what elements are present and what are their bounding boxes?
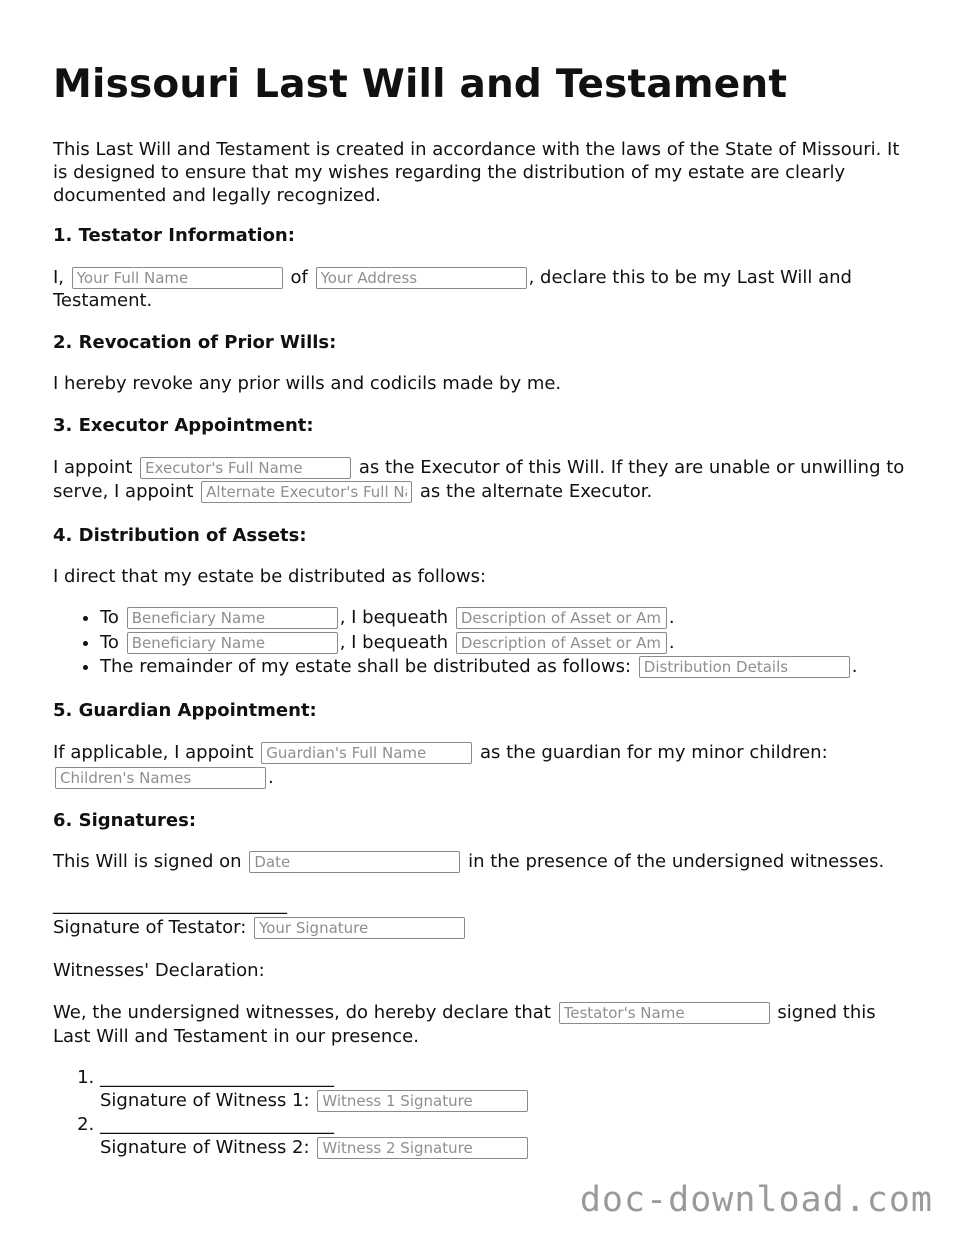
executor-name-input[interactable] bbox=[140, 457, 351, 479]
list-item bbox=[100, 1113, 913, 1159]
text: I appoint bbox=[53, 457, 133, 478]
text: . bbox=[668, 631, 675, 653]
signature-line: __________________________ bbox=[100, 1114, 334, 1135]
witness-2-signature-input[interactable] bbox=[317, 1137, 528, 1159]
executor-paragraph bbox=[53, 456, 913, 504]
text: . bbox=[851, 656, 858, 677]
text: To bbox=[100, 607, 119, 628]
asset-1-input[interactable] bbox=[456, 607, 667, 629]
section-5-heading: 5. Guardian Appointment: bbox=[53, 700, 317, 721]
text: Signature of Witness 1: bbox=[100, 1090, 310, 1111]
signing-date-paragraph bbox=[53, 850, 913, 873]
bequest-list bbox=[53, 606, 913, 680]
text: Signature of Testator: bbox=[53, 917, 247, 938]
testator-signature-block bbox=[53, 893, 913, 939]
text: of bbox=[290, 267, 308, 288]
section-3-heading: 3. Executor Appointment: bbox=[53, 415, 314, 436]
text: as the alternate Executor. bbox=[419, 481, 653, 502]
witness-declaration-paragraph bbox=[53, 1001, 913, 1049]
text: signed this Last Will and Testament in our presence. bbox=[53, 1002, 876, 1047]
watermark: doc-download.com bbox=[579, 1180, 933, 1220]
full-name-input[interactable] bbox=[72, 267, 283, 289]
text: , I bequeath bbox=[339, 631, 449, 653]
address-input[interactable] bbox=[316, 267, 527, 289]
text: , I bequeath bbox=[339, 607, 449, 628]
intro-paragraph: This Last Will and Testament is created in accordance with the laws of the State of Missouri. It is designed to ensure that my wishes regarding the distribution of my estate are clearly documented and legally recognized. bbox=[53, 139, 900, 206]
text: in the presence of the undersigned witnesses. bbox=[468, 851, 885, 872]
witness-1-signature-input[interactable] bbox=[317, 1090, 528, 1112]
section-2-heading: 2. Revocation of Prior Wills: bbox=[53, 332, 337, 353]
witnesses-declaration-title: Witnesses' Declaration: bbox=[53, 960, 265, 981]
asset-2-input[interactable] bbox=[456, 632, 667, 654]
alternate-executor-input[interactable] bbox=[201, 481, 412, 503]
text: . bbox=[268, 767, 274, 788]
text: The remainder of my estate shall be distributed as follows: bbox=[100, 656, 632, 677]
list-item bbox=[100, 606, 913, 631]
guardian-name-input[interactable] bbox=[261, 742, 472, 764]
text: Signature of Witness 2: bbox=[100, 1137, 310, 1158]
text: If applicable, I appoint bbox=[53, 742, 254, 763]
text: We, the undersigned witnesses, do hereby declare that bbox=[53, 1002, 551, 1023]
list-item bbox=[100, 1066, 913, 1112]
distribution-details-input[interactable] bbox=[639, 656, 850, 678]
page-title: Missouri Last Will and Testament bbox=[53, 62, 788, 107]
distribution-intro: I direct that my estate be distributed as follows: bbox=[53, 566, 487, 587]
children-names-input[interactable] bbox=[55, 767, 266, 789]
beneficiary-1-input[interactable] bbox=[127, 607, 338, 629]
text: This Will is signed on bbox=[53, 851, 242, 872]
testator-info-paragraph bbox=[53, 266, 913, 312]
revocation-text: I hereby revoke any prior wills and codicils made by me. bbox=[53, 373, 562, 394]
text: , declare this to be my Last Will and Testament. bbox=[53, 267, 852, 311]
text: as the Executor of this Will. If they are unable or unwilling to serve, I appoint bbox=[53, 457, 905, 502]
section-6-heading: 6. Signatures: bbox=[53, 810, 197, 831]
text: as the guardian for my minor children: bbox=[479, 742, 828, 763]
date-input[interactable] bbox=[249, 851, 460, 873]
signature-line: __________________________ bbox=[100, 1067, 334, 1088]
text: To bbox=[100, 631, 119, 653]
testator-signature-input[interactable] bbox=[254, 917, 465, 939]
witness-list bbox=[53, 1066, 913, 1160]
list-item bbox=[100, 631, 913, 656]
guardian-paragraph bbox=[53, 740, 913, 790]
list-item bbox=[100, 655, 913, 680]
section-4-heading: 4. Distribution of Assets: bbox=[53, 525, 307, 546]
section-1-heading: 1. Testator Information: bbox=[53, 225, 295, 246]
signature-line: __________________________ bbox=[53, 894, 287, 915]
testator-name-input[interactable] bbox=[559, 1002, 770, 1024]
text: I, bbox=[53, 267, 65, 288]
text: . bbox=[668, 607, 675, 628]
beneficiary-2-input[interactable] bbox=[127, 632, 338, 654]
